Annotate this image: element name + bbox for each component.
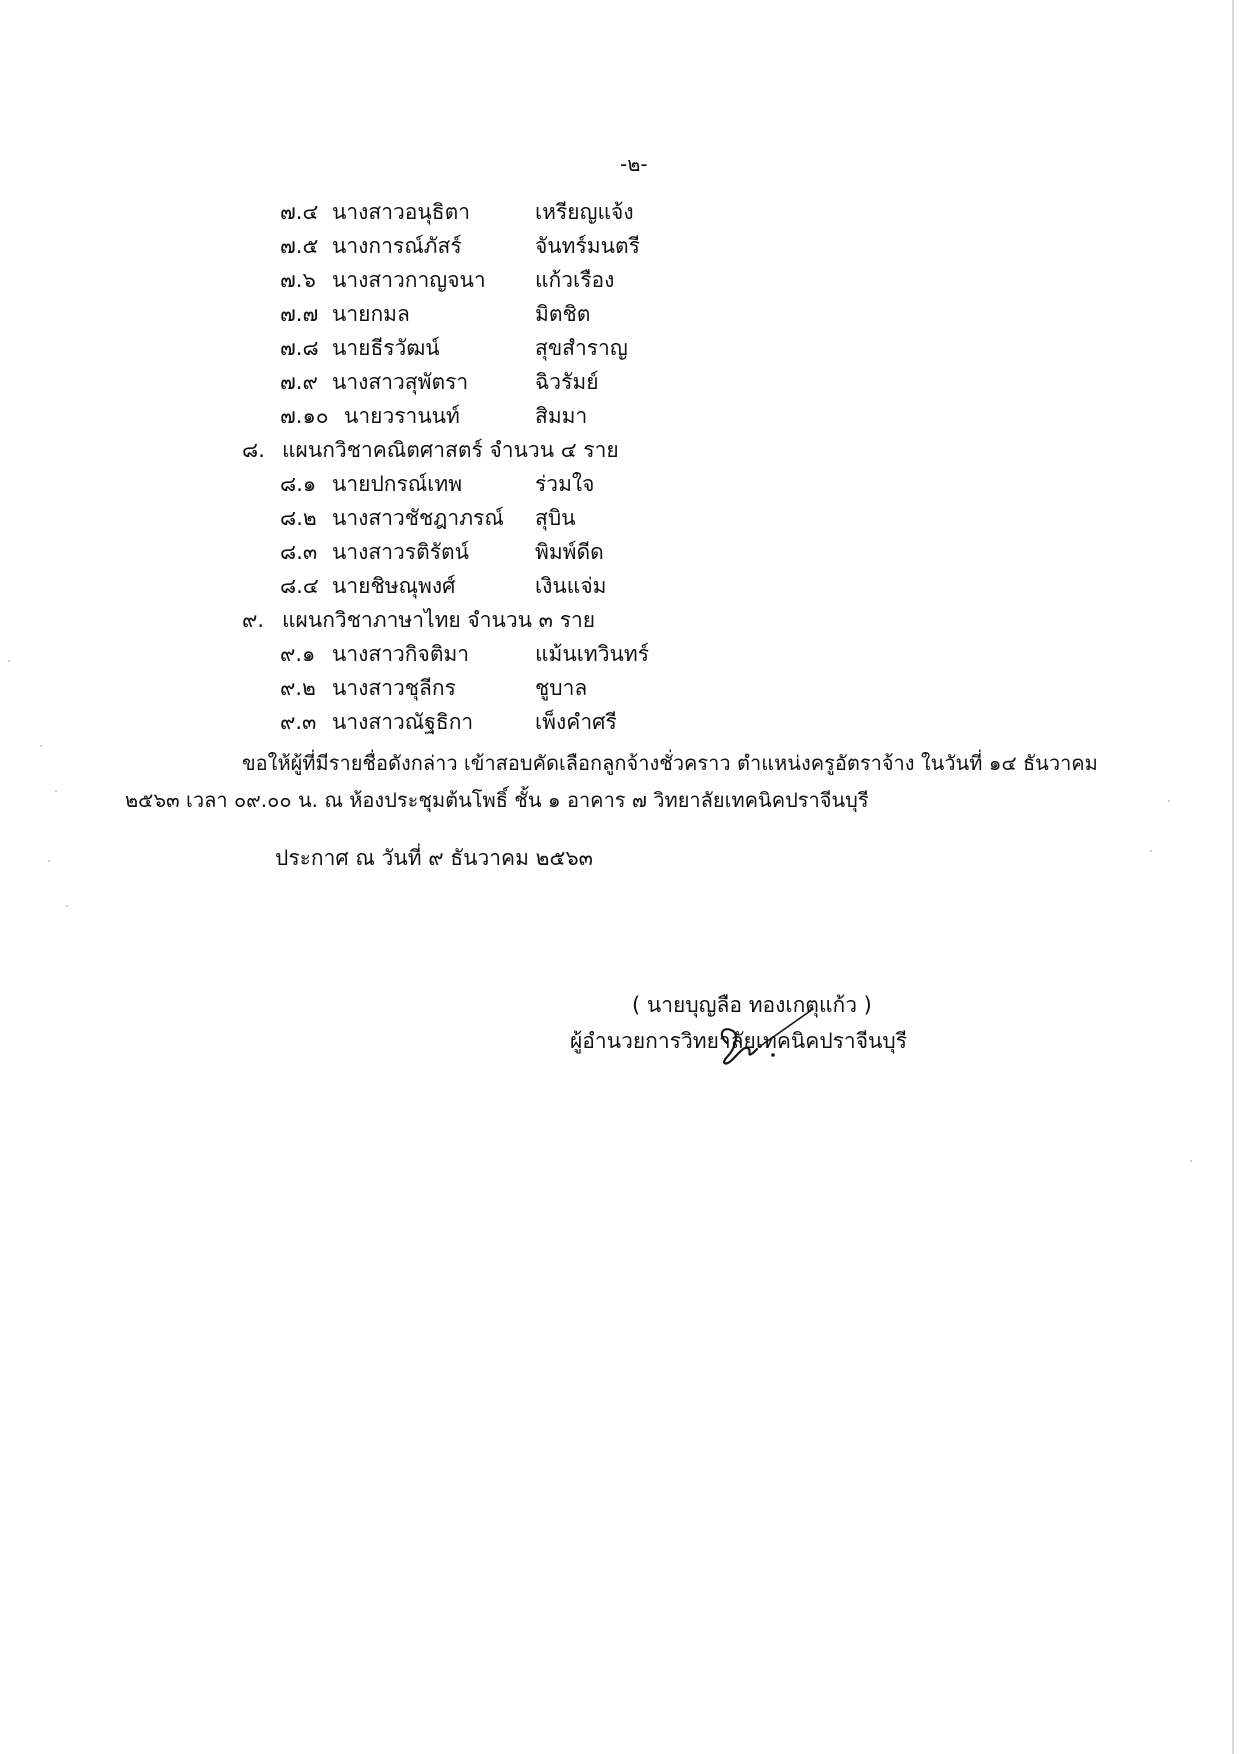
signatory-title: ผู้อำนวยการวิทยาลัยเทคนิคปราจีนบุรี (570, 1029, 907, 1053)
scan-edge (1232, 0, 1234, 1754)
given-name: นางสาวอนุธิตา (332, 200, 471, 224)
given-name: นางสาวรติรัตน์ (332, 540, 469, 564)
surname: เพ็งคำศรี (535, 710, 617, 734)
given-name: นายวรานนท์ (344, 404, 460, 428)
item-number: ๗.๑๐ (280, 404, 329, 428)
item-number: ๘.๑ (280, 472, 317, 496)
scan-speckle (40, 745, 42, 747)
surname: เหรียญแจ้ง (535, 200, 634, 224)
surname: สิมมา (535, 404, 588, 428)
given-name: นายชิษณุพงศ์ (332, 574, 456, 598)
section-number: ๘. (242, 438, 265, 462)
scan-speckle (1168, 800, 1170, 802)
scan-speckle (1150, 850, 1152, 852)
given-name: นางการณ์ภัสร์ (332, 234, 462, 258)
item-number: ๘.๔ (280, 574, 319, 598)
surname: ฉิวรัมย์ (535, 370, 599, 394)
notice-line-2: ๒๕๖๓ เวลา ๐๙.๐๐ น. ณ ห้องประชุมต้นโพธิ์ ชั้น ๑ อาคาร ๗ วิทยาลัยเทคนิคปราจีนบุรี (125, 788, 869, 812)
item-number: ๙.๒ (280, 676, 316, 700)
surname: จันทร์มนตรี (535, 234, 640, 258)
notice-line-1: ขอให้ผู้ที่มีรายชื่อดังกล่าว เข้าสอบคัดเลือกลูกจ้างชั่วคราว ตำแหน่งครูอัตราจ้าง ในวันที่ ๑๔ ธันวาคม (242, 751, 1098, 775)
item-number: ๙.๑ (280, 642, 316, 666)
section-title: แผนกวิชาคณิตศาสตร์ จำนวน ๔ ราย (282, 438, 619, 462)
scan-speckle (66, 905, 68, 907)
scan-speckle (8, 660, 10, 662)
given-name: นายธีรวัฒน์ (332, 336, 440, 360)
surname: สุขสำราญ (535, 336, 628, 360)
given-name: นายปกรณ์เทพ (332, 472, 463, 496)
given-name: นางสาวณัฐธิกา (332, 710, 474, 734)
surname: มิตชิต (535, 302, 591, 326)
surname: พิมพ์ดีด (535, 540, 604, 564)
scan-speckle (48, 860, 50, 862)
page-number: -๒- (620, 152, 648, 176)
surname: เงินแจ่ม (535, 574, 607, 598)
item-number: ๗.๔ (280, 200, 319, 224)
surname: แม้นเทวินทร์ (535, 642, 650, 666)
item-number: ๘.๓ (280, 540, 318, 564)
item-number: ๗.๘ (280, 336, 319, 360)
item-number: ๗.๕ (280, 234, 319, 258)
section-number: ๙. (242, 608, 265, 632)
item-number: ๗.๙ (280, 370, 318, 394)
scan-speckle (55, 790, 57, 792)
given-name: นางสาวกาญจนา (332, 268, 486, 292)
given-name: นางสาวกิจติมา (332, 642, 470, 666)
item-number: ๙.๓ (280, 710, 317, 734)
item-number: ๘.๒ (280, 506, 317, 530)
item-number: ๗.๗ (280, 302, 319, 326)
given-name: นางสาวชัชฎาภรณ์ (332, 506, 504, 530)
surname: ชูบาล (535, 676, 588, 700)
section-title: แผนกวิชาภาษาไทย จำนวน ๓ ราย (282, 608, 596, 632)
given-name: นางสาวชุลีกร (332, 676, 456, 700)
given-name: นางสาวสุพัตรา (332, 370, 469, 394)
item-number: ๗.๖ (280, 268, 316, 292)
surname: สุบิน (535, 506, 576, 530)
announce-date: ประกาศ ณ วันที่ ๙ ธันวาคม ๒๕๖๓ (275, 846, 594, 870)
surname: ร่วมใจ (535, 472, 595, 496)
given-name: นายกมล (332, 302, 410, 326)
surname: แก้วเรือง (535, 268, 615, 292)
scan-speckle (1190, 1160, 1192, 1162)
signatory-name: ( นายบุญลือ ทองเกตุแก้ว ) (632, 993, 872, 1017)
